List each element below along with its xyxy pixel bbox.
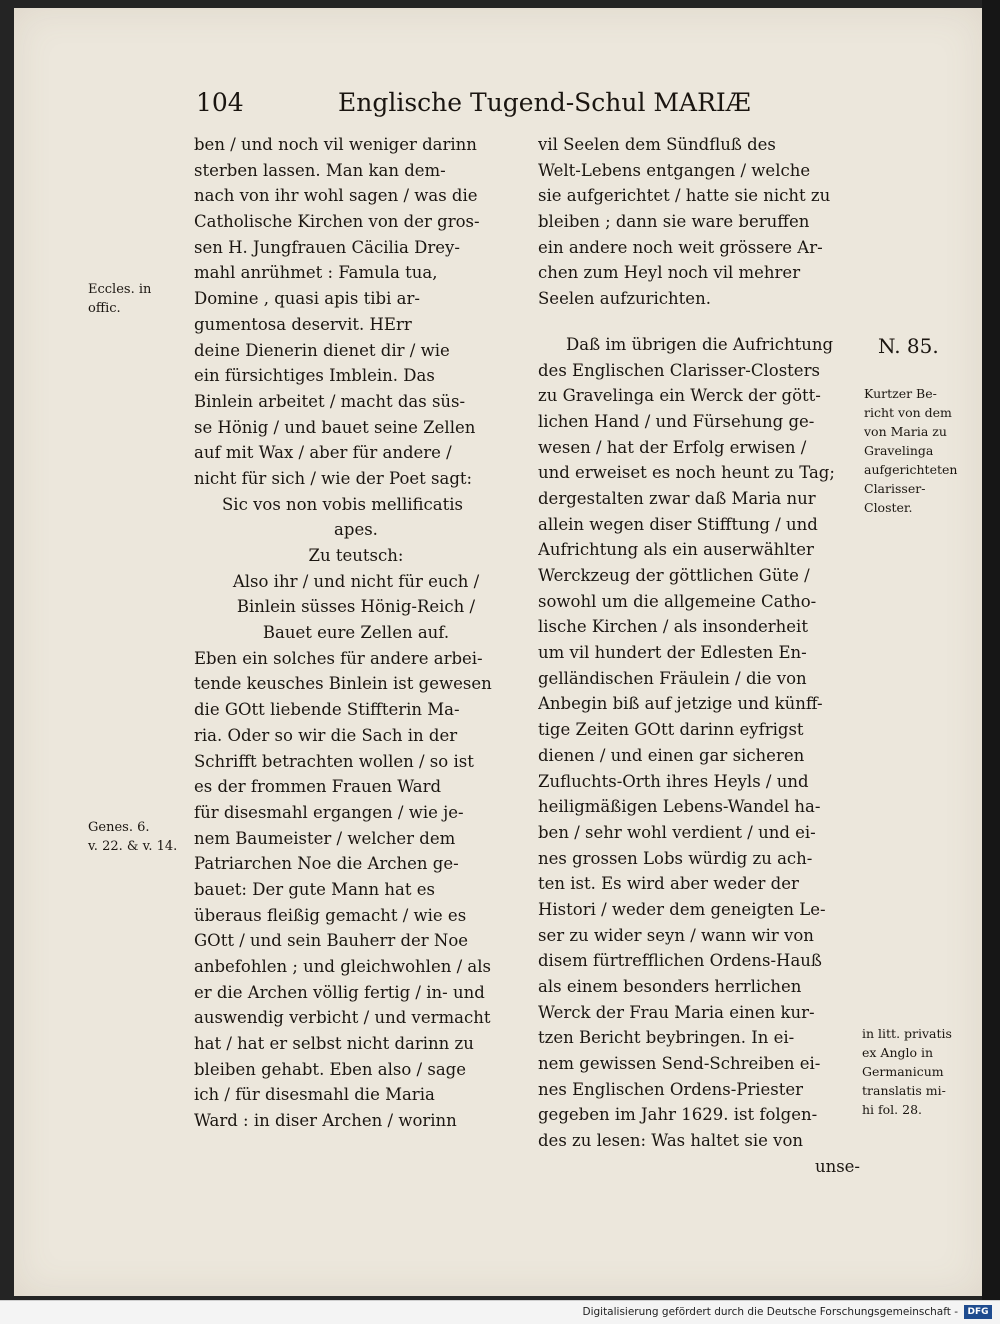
- text-line: ser zu wider seyn / wann wir von: [538, 925, 814, 945]
- margin-note-line: von Maria zu: [864, 424, 947, 439]
- text-line: ben / sehr wohl verdient / und ei-: [538, 822, 816, 842]
- text-line: vil Seelen dem Sündfluß des: [538, 135, 776, 154]
- text-line: Patriarchen Noe die Archen ge-: [194, 854, 459, 874]
- text-line: sen H. Jungfrauen Cäcilia Drey-: [194, 237, 460, 257]
- page-number: 104: [196, 88, 244, 117]
- text-line: Zufluchts-Orth ihres Heyls / und: [538, 771, 809, 791]
- scan-edge: [982, 0, 1000, 1300]
- text-line: gelländischen Fräulein / die von: [538, 668, 807, 688]
- text-line: tende keusches Binlein ist gewesen: [194, 674, 492, 694]
- text-line: disem fürtrefflichen Ordens-Hauß: [538, 951, 822, 971]
- text-line: für disesmahl ergangen / wie je-: [194, 802, 464, 822]
- margin-note-line: richt von dem: [864, 405, 952, 420]
- text-line: lische Kirchen / als insonderheit: [538, 617, 808, 637]
- margin-note-line: in litt. privatis: [862, 1026, 952, 1041]
- text-line: des Englischen Clarisser-Closters: [538, 360, 820, 380]
- margin-note-genes: [88, 818, 177, 856]
- text-line: chen zum Heyl noch vil mehrer: [538, 263, 801, 283]
- text-line: sie aufgerichtet / hatte sie nicht zu: [538, 186, 831, 206]
- margin-note-line: offic.: [88, 301, 121, 316]
- page-header: [196, 86, 751, 120]
- text-line: ria. Oder so wir die Sach in der: [194, 725, 458, 745]
- digitization-footer: [0, 1300, 1000, 1324]
- right-text-column: [538, 132, 860, 1180]
- text-line: wesen / hat der Erfolg erwisen /: [538, 437, 807, 457]
- catchword: unse-: [814, 1156, 860, 1176]
- text-line: allein wegen diser Stifftung / und: [538, 514, 818, 534]
- text-line: nes Englischen Ordens-Priester: [538, 1079, 804, 1099]
- section-marker: N. 85.: [878, 334, 939, 358]
- text-line: Domine , quasi apis tibi ar-: [194, 289, 420, 309]
- margin-note-line: Closter.: [864, 500, 913, 515]
- text-line: überaus fleißig gemacht / wie es: [194, 905, 467, 925]
- text-line: ein fürsichtiges Imblein. Das: [194, 366, 435, 386]
- text-line: GOtt / und sein Bauherr der Noe: [194, 931, 469, 951]
- margin-note-in-litt: [862, 1024, 952, 1119]
- text-line: bauet: Der gute Mann hat es: [194, 879, 435, 899]
- margin-note-line: ex Anglo in: [862, 1045, 934, 1060]
- text-line: auswendig verbicht / und vermacht: [194, 1008, 491, 1028]
- margin-note-line: v. 22. & v. 14.: [88, 839, 178, 854]
- text-line: die GOtt liebende Stiffterin Ma-: [194, 700, 460, 720]
- german-verse-line: Also ihr / und nicht für euch /: [232, 571, 480, 591]
- text-line: Aufrichtung als ein auserwählter: [538, 540, 814, 560]
- text-line: Catholische Kirchen von der gros-: [194, 212, 480, 232]
- text-line: Anbegin biß auf jetzige und künff-: [538, 694, 823, 714]
- text-line: nem Baumeister / welcher dem: [194, 828, 456, 848]
- text-line: se Hönig / und bauet seine Zellen: [194, 417, 476, 437]
- german-verse-line: Bauet eure Zellen auf.: [262, 623, 450, 643]
- text-line: nem gewissen Send-Schreiben ei-: [538, 1054, 821, 1074]
- margin-note-eccles: [88, 280, 151, 318]
- text-line: Eben ein solches für andere arbei-: [194, 648, 483, 668]
- text-line: dienen / und einen gar sicheren: [538, 745, 805, 765]
- text-line: er die Archen völlig fertig / in- und: [194, 982, 485, 1002]
- text-line: um vil hundert der Edlesten En-: [538, 643, 807, 663]
- margin-note-line: Gravelinga: [864, 443, 934, 458]
- dfg-logo: DFG: [964, 1305, 992, 1319]
- text-line: des zu lesen: Was haltet sie von: [538, 1131, 804, 1151]
- text-line: tige Zeiten GOtt darinn eyfrigst: [538, 720, 804, 740]
- text-line: ich / für disesmahl die Maria: [194, 1085, 435, 1105]
- text-line: und erweiset es noch heunt zu Tag;: [538, 463, 835, 483]
- text-line: Schrifft betrachten wollen / so ist: [194, 751, 474, 771]
- text-line: Seelen aufzurichten.: [538, 289, 711, 309]
- left-text-column: [194, 132, 518, 1134]
- text-line: gegeben im Jahr 1629. ist folgen-: [538, 1105, 818, 1125]
- text-line: anbefohlen ; und gleichwohlen / als: [194, 957, 491, 976]
- text-line: als einem besonders herrlichen: [538, 977, 802, 996]
- text-line: ben / und noch vil weniger darinn: [194, 135, 477, 154]
- text-line: Ward : in diser Archen / worinn: [194, 1111, 457, 1131]
- latin-verse-line: apes.: [334, 520, 378, 540]
- margin-note-line: aufgerichteten: [864, 462, 958, 477]
- margin-note-line: hi fol. 28.: [862, 1102, 922, 1117]
- latin-verse-line: Sic vos non vobis mellificatis: [222, 494, 463, 514]
- german-verse-line: Binlein süsses Hönig-Reich /: [236, 597, 476, 617]
- text-line: ein andere noch weit grössere Ar-: [538, 237, 823, 257]
- margin-note-line: translatis mi-: [862, 1083, 946, 1098]
- text-line: bleiben gehabt. Eben also / sage: [194, 1059, 466, 1079]
- text-line: Histori / weder dem geneigten Le-: [538, 899, 826, 919]
- margin-note-line: Genes. 6.: [88, 820, 150, 835]
- text-line: heiligmäßigen Lebens-Wandel ha-: [538, 797, 821, 817]
- text-line: Welt-Lebens entgangen / welche: [538, 160, 811, 180]
- text-line: zu Gravelinga ein Werck der gött-: [538, 386, 821, 406]
- subheading: Zu teutsch:: [308, 546, 404, 565]
- text-line: Werck der Frau Maria einen kur-: [538, 1002, 815, 1022]
- text-line: nes grossen Lobs würdig zu ach-: [538, 848, 813, 868]
- text-line: mahl anrühmet : Famula tua,: [194, 263, 438, 283]
- text-line: lichen Hand / und Fürsehung ge-: [538, 411, 815, 431]
- margin-note-line: Germanicum: [862, 1064, 944, 1079]
- text-line: tzen Bericht beybringen. In ei-: [538, 1028, 795, 1048]
- margin-note-line: Eccles. in: [88, 282, 152, 297]
- footer-credit: Digitalisierung gefördert durch die Deutsche Forschungsgemeinschaft -: [582, 1306, 958, 1318]
- margin-note-line: Kurtzer Be-: [864, 386, 937, 401]
- text-line: bleiben ; dann sie ware beruffen: [538, 212, 810, 232]
- paragraph-gap: [538, 312, 860, 332]
- text-line: nicht für sich / wie der Poet sagt:: [194, 468, 473, 488]
- margin-note-kurtzer-bericht: [864, 384, 957, 517]
- text-line: auf mit Wax / aber für andere /: [194, 443, 452, 463]
- text-line: Werckzeug der göttlichen Güte /: [538, 566, 810, 585]
- text-line: es der frommen Frauen Ward: [194, 777, 442, 797]
- text-line: dergestalten zwar daß Maria nur: [538, 488, 816, 508]
- text-line: sowohl um die allgemeine Catho-: [538, 591, 817, 611]
- text-line: ten ist. Es wird aber weder der: [538, 874, 799, 894]
- text-line: nach von ihr wohl sagen / was die: [194, 186, 478, 206]
- margin-note-line: Clarisser-: [864, 481, 926, 496]
- text-line: Daß im übrigen die Aufrichtung: [566, 334, 834, 354]
- text-line: gumentosa deservit. HErr: [194, 314, 412, 334]
- text-line: sterben lassen. Man kan dem-: [194, 160, 446, 180]
- text-line: Binlein arbeitet / macht das süs-: [194, 391, 466, 411]
- running-head: Englische Tugend-Schul MARIÆ: [338, 88, 751, 117]
- text-line: hat / hat er selbst nicht darinn zu: [194, 1034, 474, 1054]
- text-line: deine Dienerin dienet dir / wie: [194, 340, 450, 360]
